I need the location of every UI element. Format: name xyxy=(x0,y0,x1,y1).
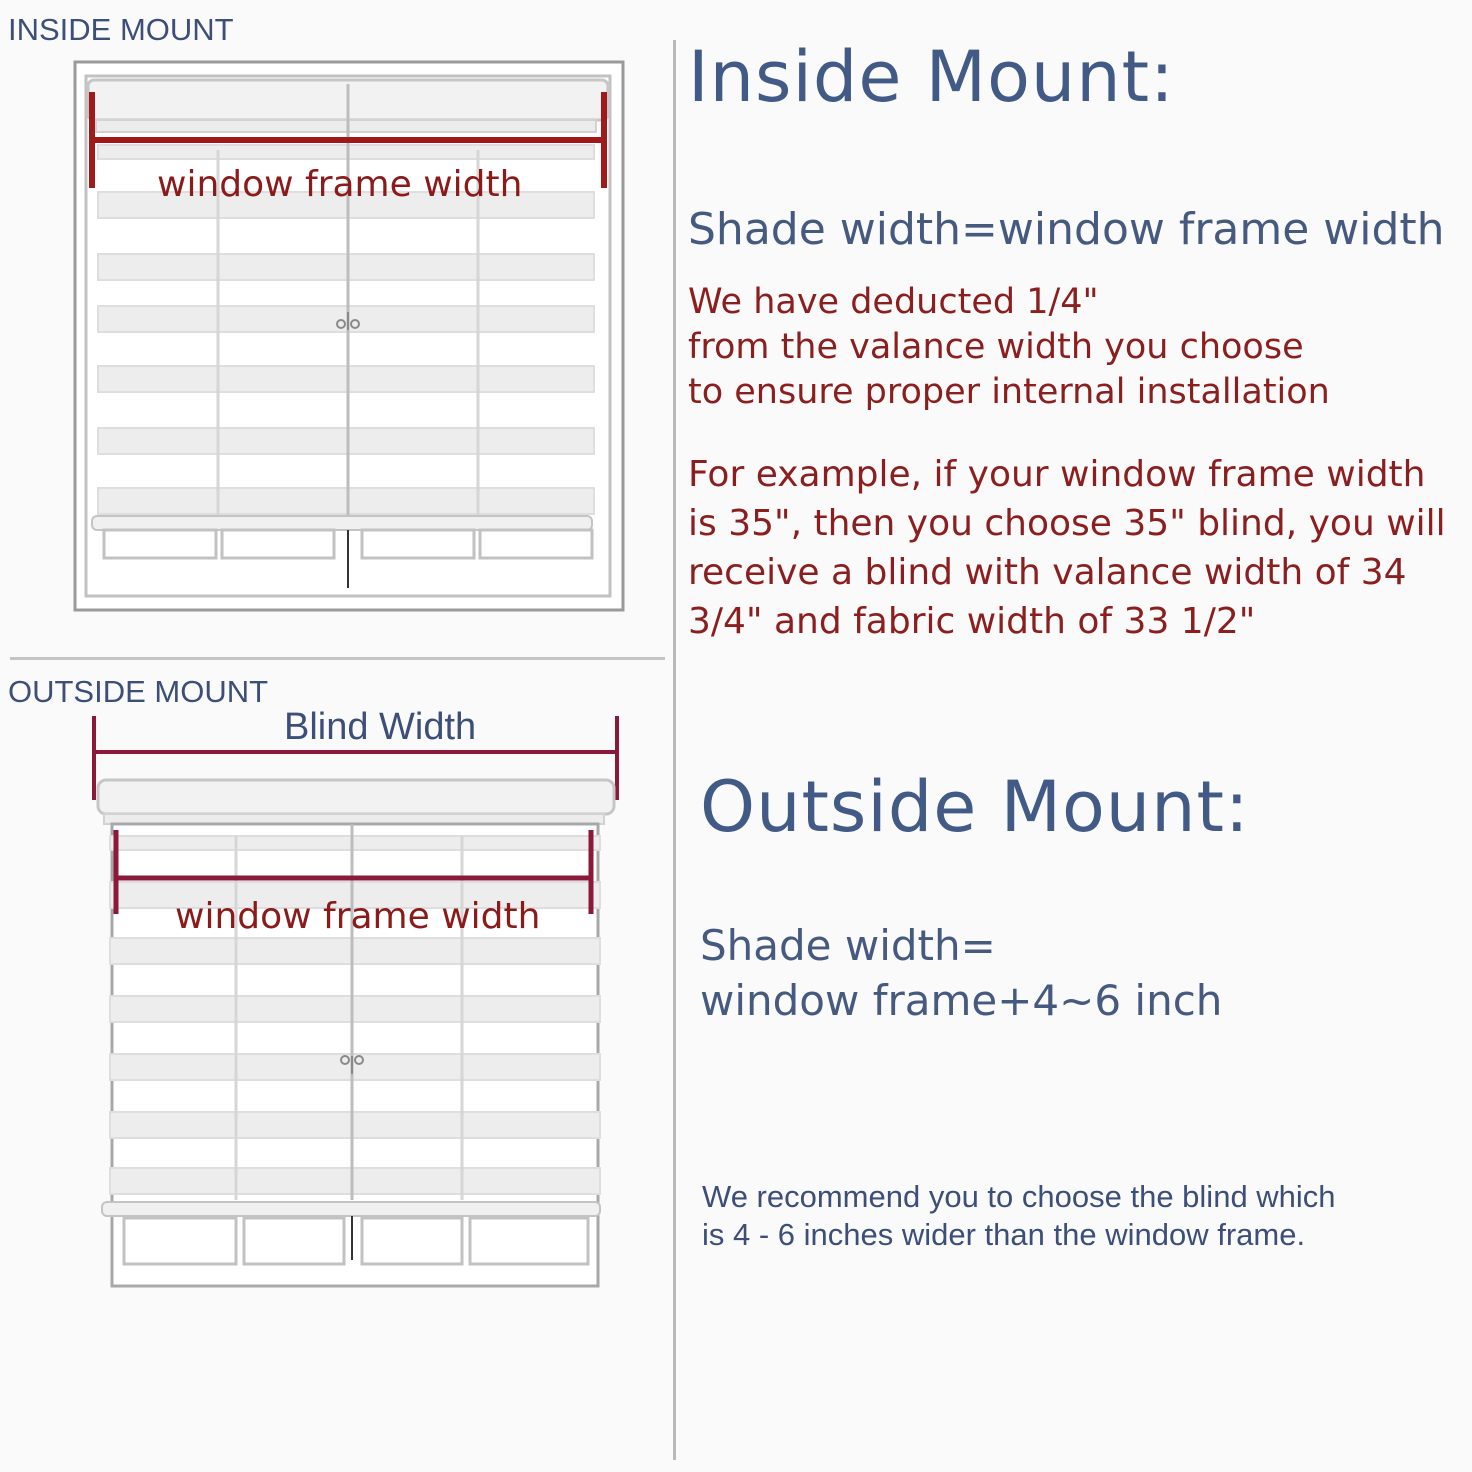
example-line: receive a blind with valance width of 34 xyxy=(688,552,1407,593)
blind-width-label: Blind Width xyxy=(284,706,477,748)
inside-mount-illustration xyxy=(0,0,670,660)
deduction-line: to ensure proper internal installation xyxy=(688,372,1330,412)
deduction-note xyxy=(688,280,1330,415)
inside-frame-width-label: window frame width xyxy=(157,164,523,205)
recommendation-line: is 4 - 6 inches wider than the window frame. xyxy=(702,1217,1306,1252)
example-line: is 35", then you choose 35" blind, you will xyxy=(688,503,1446,544)
outside-formula xyxy=(700,918,1222,1028)
outside-bottom-rail xyxy=(102,1202,600,1216)
bottom-rail xyxy=(92,516,592,530)
outside-mount-illustration xyxy=(0,660,670,1300)
inside-mount-title: Inside Mount: xyxy=(688,36,1175,118)
inside-mount-label: INSIDE MOUNT xyxy=(8,12,234,47)
example-line: 3/4" and fabric width of 33 1/2" xyxy=(688,601,1256,642)
outside-formula-line: Shade width= xyxy=(700,921,996,970)
outside-frame-width-label: window frame width xyxy=(175,896,541,937)
example-note xyxy=(688,450,1446,646)
outside-headrail xyxy=(98,780,614,814)
example-line: For example, if your window frame width xyxy=(688,454,1426,495)
headrail-lip xyxy=(96,120,596,132)
deduction-line: from the valance width you choose xyxy=(688,327,1304,367)
outside-formula-line: window frame+4~6 inch xyxy=(700,976,1223,1025)
outside-mount-label: OUTSIDE MOUNT xyxy=(8,674,269,709)
outside-mount-title: Outside Mount: xyxy=(700,766,1250,848)
inside-formula: Shade width=window frame width xyxy=(688,204,1445,255)
vertical-divider xyxy=(673,40,676,1460)
deduction-line: We have deducted 1/4" xyxy=(688,282,1099,322)
recommendation-line: We recommend you to choose the blind which xyxy=(702,1179,1336,1214)
recommendation-note xyxy=(702,1178,1336,1254)
